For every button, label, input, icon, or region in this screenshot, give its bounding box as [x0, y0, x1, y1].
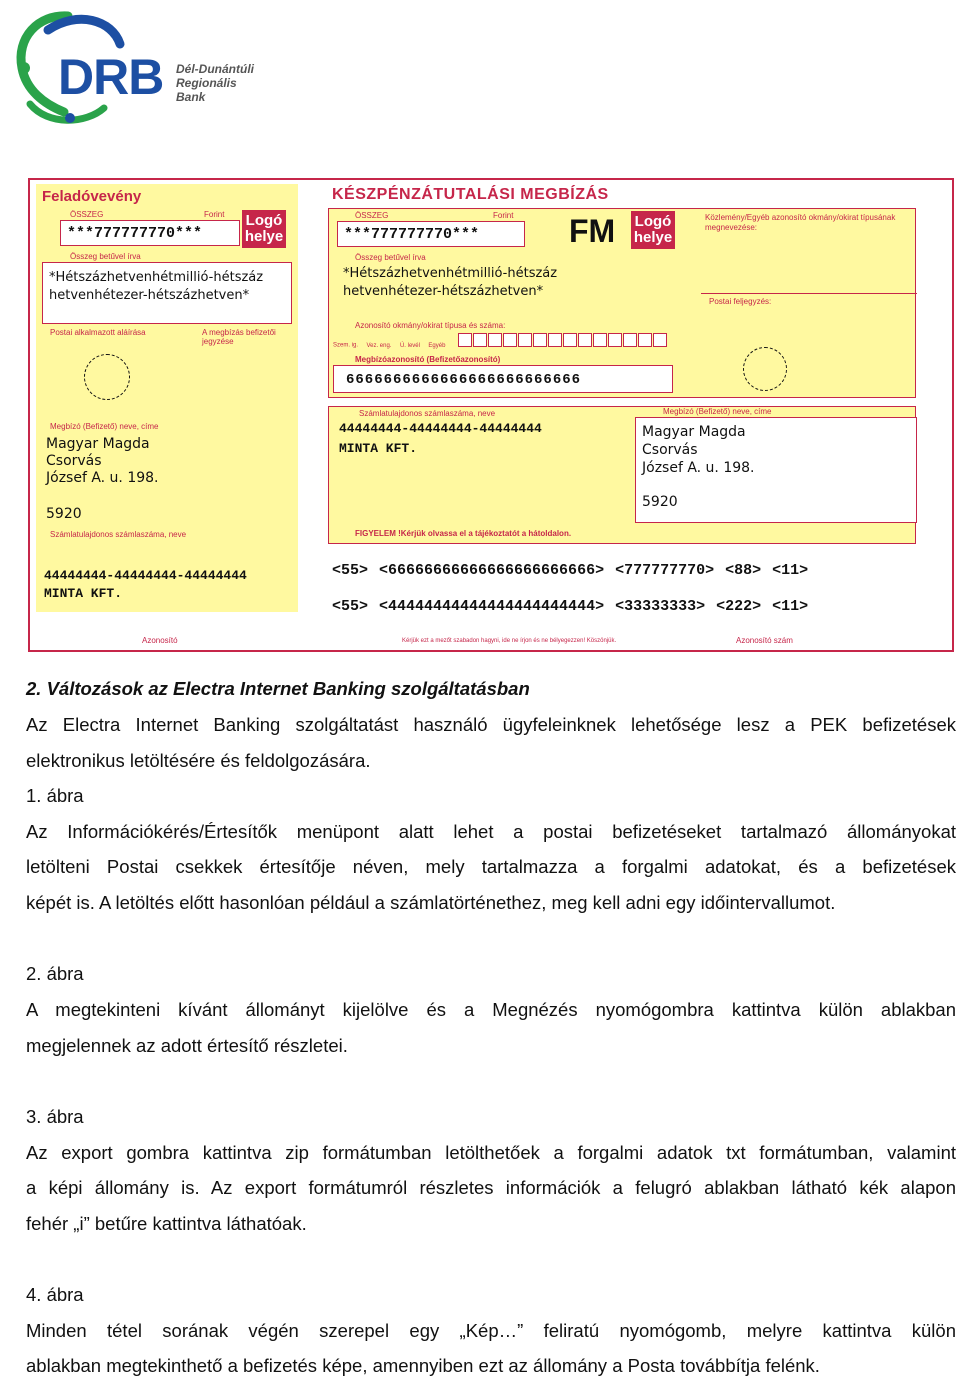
- order-id-label-ulevel: Ú. levél: [399, 342, 420, 349]
- fig2-line-2: megjelennek az adott értesítő részletei.: [26, 1035, 348, 1056]
- order-id-label-egyeb: Egyéb: [428, 342, 446, 349]
- receipt-account-label: Számlatulajdonos számlaszáma, neve: [50, 530, 187, 539]
- order-id-doc-boxes: [333, 333, 713, 353]
- fig4-line-1: Minden tétel sorának végén szerepel egy „Kép…” feliratú nyomógomb, melyre kattintva külön: [26, 1320, 956, 1341]
- fig3-line-1: Az export gombra kattintva zip formátumban letölthetőek a forgalmi adatok txt formátumban, valamint: [26, 1142, 956, 1163]
- order-amount-box: [337, 221, 525, 247]
- order-payer-street: József A. u. 198.: [642, 460, 755, 476]
- receipt-amount-words-box: [42, 262, 292, 324]
- fig4-label: 4. ábra: [26, 1284, 84, 1305]
- order-title: KÉSZPÉNZÁTUTALÁSI MEGBÍZÁS: [332, 186, 609, 203]
- code2-c: <33333333>: [615, 598, 706, 615]
- receipt-payer-street: József A. u. 198.: [46, 470, 159, 486]
- receipt-amount-value: ***777777770***: [67, 225, 203, 242]
- order-id-label-szem: Szem. ig.: [333, 342, 359, 349]
- order-payer-zip: 5920: [642, 494, 678, 510]
- fig3-line-3: fehér „i” betűre kattintva láthatóak.: [26, 1213, 307, 1234]
- order-postal-notes-box: [701, 293, 917, 324]
- receipt-payer-zip: 5920: [46, 506, 82, 522]
- code2-b: <44444444444444444444444>: [379, 598, 605, 615]
- section-heading: 2. Változások az Electra Internet Banking szolgáltatásban: [26, 678, 530, 699]
- order-payer-id-box: [333, 365, 673, 393]
- order-logo-place-text: Logó helye: [633, 213, 673, 246]
- receipt-logo-place: [242, 210, 286, 248]
- code2-e: <11>: [772, 598, 809, 615]
- order-bottom-panel: [328, 406, 916, 544]
- order-id-doc-label: Azonosító okmány/okirat típusa és száma:: [355, 321, 506, 330]
- receipt-payer-label: Megbízó (Befizető) neve, címe: [50, 422, 159, 431]
- drb-logo-subtitle: Dél-Dunántúli Regionális Bank: [176, 62, 254, 104]
- code2-d: <222>: [716, 598, 762, 615]
- order-payer-id-label: Megbízóazonosító (Befizetőazonosító): [355, 355, 501, 364]
- order-account-label: Számlatulajdonos számlaszáma, neve: [359, 409, 496, 418]
- code1-a: <55>: [332, 562, 369, 579]
- order-payer-name: Magyar Magda: [642, 424, 746, 440]
- order-fm-mark: FM: [569, 213, 616, 249]
- receipt-amount-words-label: Összeg betűvel írva: [70, 252, 141, 261]
- receipt-logo-place-text: Logó helye: [244, 212, 284, 245]
- order-account-number: 44444444-44444444-44444444: [339, 421, 542, 436]
- receipt-account-number: 44444444-44444444-44444444: [44, 568, 247, 583]
- order-top-panel: [328, 208, 916, 398]
- order-payer-city: Csorvás: [642, 442, 698, 458]
- order-forint-label: Forint: [493, 211, 514, 220]
- fig1-label: 1. ábra: [26, 785, 84, 806]
- receipt-payer-name: Magyar Magda: [46, 436, 150, 452]
- fig4-line-2: ablakban megtekinthető a befizetés képe, amennyiben ezt az állomány a Posta továbbítja felénk.: [26, 1355, 820, 1376]
- order-logo-place: [631, 211, 675, 249]
- order-notice-label: Közlemény/Egyéb azonosító okmány/okirat típusának megnevezése:: [705, 213, 896, 232]
- order-amount-words: *Hétszázhetvenhétmillió-hétszáz hetvenhétezer-hétszázhetven*: [343, 266, 558, 299]
- receipt-account-name: MINTA KFT.: [44, 586, 123, 601]
- fig1-line-3: képét is. A letöltés előtt hasonlóan például a számlatörténethez, meg kell adni egy időintervallumot.: [26, 892, 836, 913]
- intro-line-1: Az Electra Internet Banking szolgáltatást használó ügyfeleinknek lehetősége lesz a PEK befizetések: [26, 714, 956, 735]
- order-account-name: MINTA KFT.: [339, 441, 418, 456]
- order-postal-notes-label: Postai feljegyzés:: [709, 297, 772, 306]
- drb-logo-text: DRB: [58, 49, 164, 105]
- fig1-line-2: letölteni Postai csekkek értesítője néven, mely tartalmazza a forgalmi adatokat, és a befizetések: [26, 856, 956, 877]
- fig2-line-1: A megtekinteni kívánt állományt kijelölve és a Megnézés nyomógombra kattintva külön ablakban: [26, 999, 956, 1020]
- order-amount-words-label: Összeg betűvel írva: [355, 253, 426, 262]
- order-amount-label: ÖSSZEG: [355, 211, 389, 220]
- fig3-line-2: a képi állomány is. Az export formátumról részletes információk a felugró ablakban látható kék alapon: [26, 1177, 956, 1198]
- receipt-footer-label: Azonosító: [142, 636, 178, 645]
- order-stamp-circle: [743, 347, 787, 391]
- code1-c: <777777770>: [615, 562, 715, 579]
- receipt-amount-box: [60, 220, 240, 246]
- receipt-payer-city: Csorvás: [46, 453, 102, 469]
- order-footer-center: Kérjük ezt a mezőt szabadon hagyni, ide ne írjon és ne bélyegezzen! Köszönjük.: [402, 638, 617, 644]
- order-payer-label: Megbízó (Befizető) neve, címe: [663, 407, 772, 416]
- receipt-title: Feladóvevény: [42, 188, 142, 205]
- order-id-label-vez: Vez. eng.: [366, 342, 392, 349]
- code1-d: <88>: [725, 562, 762, 579]
- code1-b: <66666666666666666666666>: [379, 562, 605, 579]
- receipt-amount-label: ÖSSZEG: [70, 210, 104, 219]
- receipt-forint-label: Forint: [204, 210, 225, 219]
- order-payer-box: [635, 417, 917, 523]
- receipt-panel: [36, 184, 298, 612]
- receipt-stamp-label: A megbízás befizetői jegyzése: [202, 328, 276, 346]
- intro-line-2: elektronikus letöltésére és feldolgozására.: [26, 750, 371, 771]
- order-code-line-1: [332, 562, 808, 579]
- receipt-amount-words: *Hétszázhetvenhétmillió-hétszáz hetvenhétezer-hétszázhetven*: [49, 270, 264, 303]
- order-warning: FIGYELEM !Kérjük olvassa el a tájékoztatót a hátoldalon.: [355, 529, 572, 538]
- order-footer-right: Azonosító szám: [736, 636, 793, 645]
- receipt-sign-label: Postai alkalmazott aláírása: [50, 328, 146, 337]
- order-code-line-2: [332, 598, 808, 615]
- fig1-line-1: Az Információkérés/Értesítők menüpont alatt lehet a postai befizetéseket tartalmazó állományokat: [26, 821, 956, 842]
- fig3-label: 3. ábra: [26, 1106, 84, 1127]
- receipt-stamp-circle: [84, 354, 130, 400]
- code1-e: <11>: [772, 562, 809, 579]
- fig2-label: 2. ábra: [26, 963, 84, 984]
- payment-form-image: [28, 178, 954, 652]
- order-payer-id: 6666666666666666666666666: [346, 372, 582, 388]
- code2-a: <55>: [332, 598, 369, 615]
- order-amount-value: ***777777770***: [344, 226, 480, 243]
